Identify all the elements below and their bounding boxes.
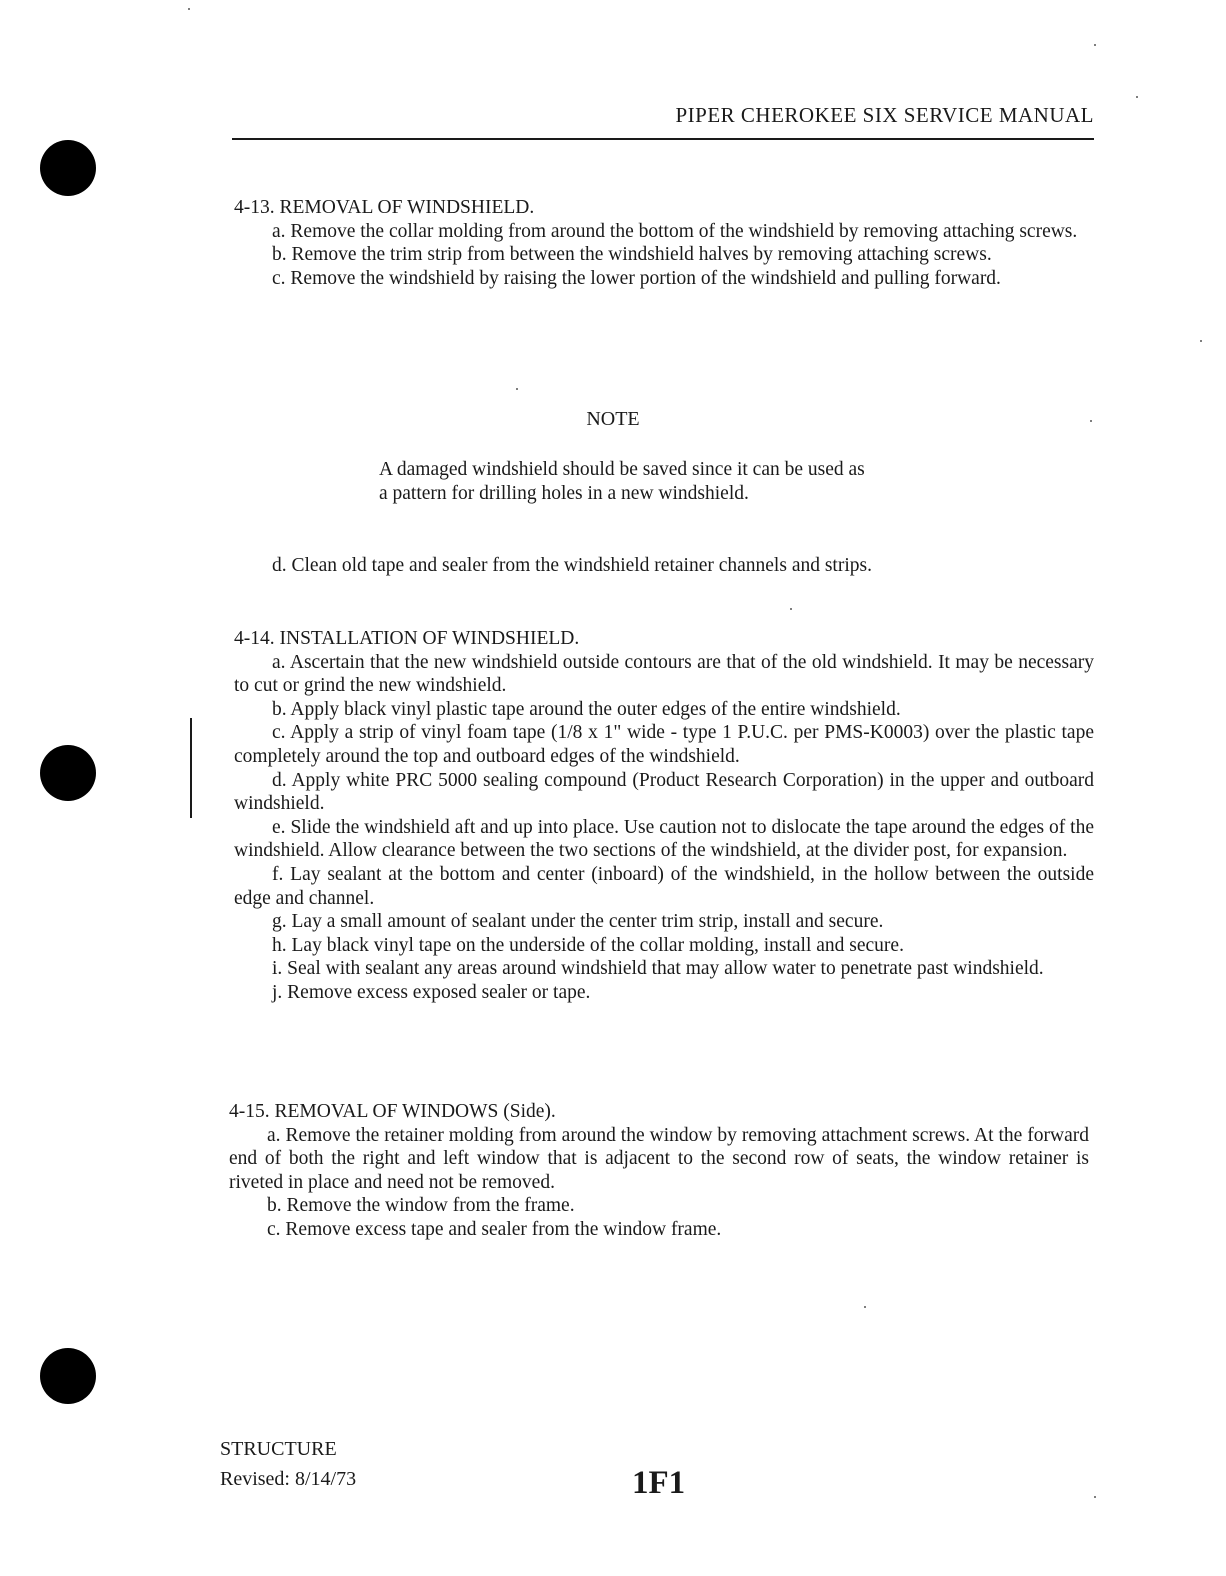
step-g: g. Lay a small amount of sealant under the center trim strip, install and secure.	[272, 911, 884, 933]
section-title: 4-14. INSTALLATION OF WINDSHIELD.	[234, 628, 580, 649]
section-title: 4-15. REMOVAL OF WINDOWS (Side).	[229, 1101, 556, 1122]
scan-speck	[1094, 44, 1096, 46]
step-a: a. Remove the collar molding from around the bottom of the windshield by removing attaching screws.	[272, 220, 1078, 242]
footer-section-name: STRUCTURE	[220, 1438, 337, 1460]
step-d: d. Clean old tape and sealer from the windshield retainer channels and strips.	[272, 555, 872, 576]
scan-speck	[516, 388, 518, 390]
step-b: b. Remove the trim strip from between the windshield halves by removing attaching screws.	[272, 244, 992, 266]
step-f: f. Lay sealant at the bottom and center (inboard) of the windshield, in the hollow between the outside edge and channel.	[234, 863, 1094, 909]
footer-left	[220, 1434, 356, 1494]
note-line: a pattern for drilling holes in a new windshield.	[379, 483, 749, 504]
section-4-13	[234, 196, 1094, 290]
step-h: h. Lay black vinyl tape on the underside of the collar molding, install and secure.	[272, 934, 904, 956]
page-identifier: 1F1	[632, 1465, 686, 1501]
binder-hole-middle	[40, 745, 96, 801]
section-4-15	[229, 1100, 1089, 1242]
step-a: a. Remove the retainer molding from around the window by removing attachment screws. At the forward end of both the right and left window that is adjacent to the second row of seats, the window retainer is riveted in place and need not be removed.	[229, 1124, 1089, 1193]
footer-revised-date: Revised: 8/14/73	[220, 1468, 357, 1490]
step-j: j. Remove excess exposed sealer or tape.	[272, 981, 591, 1003]
step-b: b. Remove the window from the frame.	[267, 1195, 575, 1217]
step-c: c. Remove excess tape and sealer from the window frame.	[267, 1218, 722, 1240]
note-line: A damaged windshield should be saved since it can be used as	[379, 459, 865, 480]
step-b: b. Apply black vinyl plastic tape around the outer edges of the entire windshield.	[272, 698, 901, 720]
scan-speck	[864, 1306, 866, 1308]
step-c: c. Apply a strip of vinyl foam tape (1/8 x 1" wide - type 1 P.U.C. per PMS-K0003) over the plastic tape completely around the top and outboard edges of the windshield.	[234, 722, 1094, 767]
scan-speck	[1200, 340, 1202, 342]
binder-hole-bottom	[40, 1348, 96, 1404]
scan-speck	[1090, 420, 1092, 422]
scan-speck	[188, 8, 190, 10]
scan-speck	[1094, 1496, 1096, 1498]
section-title: 4-13. REMOVAL OF WINDSHIELD.	[234, 197, 535, 218]
scan-speck	[1136, 96, 1138, 98]
step-e: e. Slide the windshield aft and up into place. Use caution not to dislocate the tape around the edges of the windshield. Allow clearance between the two sections of the windshield, at the divider post, for expansion.	[234, 816, 1094, 862]
note-body	[379, 458, 999, 506]
header-rule	[232, 138, 1094, 140]
revision-bar	[190, 718, 192, 818]
note-label: NOTE	[586, 408, 640, 430]
step-d: d. Apply white PRC 5000 sealing compound (Product Research Corporation) in the upper and outboard windshield.	[234, 769, 1094, 815]
step-i: i. Seal with sealant any areas around windshield that may allow water to penetrate past windshield.	[272, 958, 1044, 980]
step-c: c. Remove the windshield by raising the lower portion of the windshield and pulling forward.	[272, 267, 1001, 289]
step-d-after-note	[234, 554, 1094, 578]
step-a: a. Ascertain that the new windshield outside contours are that of the old windshield. It may be necessary to cut or grind the new windshield.	[234, 651, 1094, 697]
scan-speck	[790, 608, 792, 610]
binder-hole-top	[40, 140, 96, 196]
manual-title: PIPER CHEROKEE SIX SERVICE MANUAL	[675, 103, 1094, 127]
section-4-14	[234, 627, 1094, 1005]
